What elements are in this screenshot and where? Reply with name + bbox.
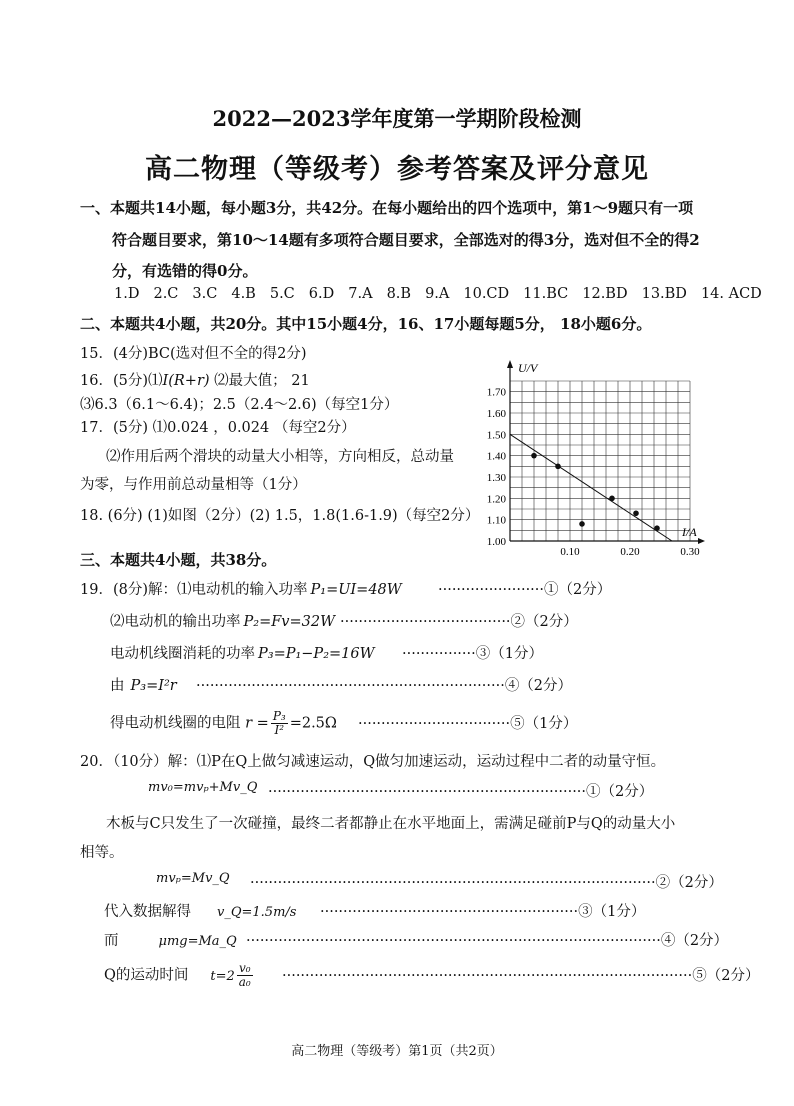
leader-dots: ························································································	[250, 875, 656, 891]
leader-dots: ·····································	[340, 614, 511, 630]
q19-l2-text: ⑵电动机的输出功率	[110, 614, 241, 630]
q19-l5-r: r =	[245, 715, 269, 732]
y-axis-label: U/V	[518, 361, 538, 375]
q19-l5-fraction	[271, 710, 288, 737]
q20-eq1-tail: ①（2分）	[586, 784, 654, 800]
answer-2: 2.C	[153, 286, 179, 302]
section1-heading-line3: 分，有选错的得0分。	[112, 262, 258, 280]
q20-line5	[104, 929, 237, 950]
q20-eq3-leader	[320, 900, 645, 921]
q19-l5-tail: ⑤（1分）	[510, 716, 578, 732]
q19-l4-text: 由	[110, 678, 125, 694]
q19-line5	[110, 710, 337, 737]
q17-line3: 为零，与作用前总动量相等（1分）	[80, 477, 307, 493]
q19-l2-tail: ②（2分）	[510, 614, 578, 630]
y-tick-label: 1.10	[486, 514, 506, 527]
data-point	[633, 510, 639, 516]
q20-eq4-leader	[246, 929, 728, 950]
y-tick-label: 1.30	[486, 472, 506, 484]
y-tick-label: 1.00	[486, 536, 506, 548]
answer-row	[114, 286, 762, 302]
section1-heading-line2: 符合题目要求，第10～14题有多项符合题目要求，全部选对的得3分，选对但不全的得2	[112, 231, 700, 249]
data-point	[579, 521, 585, 527]
page-footer: 高二物理（等级考）第1页（共2页）	[291, 1044, 503, 1059]
data-point	[531, 453, 537, 459]
leader-dots: ·································	[358, 716, 511, 732]
y-tick-label: 1.40	[486, 450, 506, 463]
q16-suffix: ⑵最大值； 21	[209, 373, 310, 389]
q19-l3-formula: P₃=P₁−P₂=16W	[258, 646, 375, 662]
q20-eq5-leader	[282, 964, 759, 985]
q16-prefix: 16．(5分)⑴	[80, 373, 163, 389]
q19-line3	[110, 642, 375, 663]
fraction-denominator: I²	[274, 723, 285, 737]
q16-answer	[80, 369, 310, 390]
answer-8: 8.B	[386, 286, 412, 302]
answer-14: 14. ACD	[700, 286, 762, 302]
q20-line2: 木板与C只发生了一次碰撞，最终二者都静止在水平地面上，需满足碰前P与Q的动量大小	[106, 816, 676, 832]
q20-l4-text: 代入数据解得	[104, 904, 191, 920]
q17-line2: ⑵作用后两个滑块的动量大小相等，方向相反，总动量	[106, 449, 454, 465]
leader-dots: ························································	[320, 904, 579, 920]
answer-6: 6.D	[308, 286, 335, 302]
answer-12: 12.BD	[582, 286, 628, 302]
q16-line2: ⑶6.3（6.1～6.4)；2.5（2.4～2.6)（每空1分）	[80, 397, 399, 413]
q19-l4-leader	[196, 674, 572, 695]
q20-eq1: mv₀=mvₚ+Mv_Q	[148, 780, 258, 795]
q20-line1: 20．（10分）解：⑴P在Q上做匀减速运动，Q做匀加速运动，运动过程中二者的动量守恒。	[80, 754, 666, 770]
q19-l4-formula: P₃=I²r	[130, 678, 177, 694]
fraction-numerator: P₃	[272, 709, 286, 723]
section2-heading: 二、本题共4小题，共20分。其中15小题4分，16、17小题每题5分， 18小题6分。	[80, 315, 652, 333]
q19-line2	[110, 610, 335, 631]
fraction-denominator: a₀	[238, 975, 251, 989]
answer-5: 5.C	[269, 286, 295, 302]
leader-dots: ··························································································	[246, 933, 661, 949]
q19-l3-tail: ③（1分）	[475, 646, 543, 662]
q20-eq3-tail: ③（1分）	[578, 904, 646, 920]
x-tick-label: 0.10	[560, 546, 580, 558]
q19-l1-leader	[438, 578, 611, 599]
q19-l5-value: =2.5Ω	[289, 715, 337, 732]
q19-l4-tail: ④（2分）	[504, 678, 573, 694]
q20-line6	[104, 962, 255, 989]
y-tick-label: 1.20	[486, 493, 506, 506]
q20-eq5-prefix: t=2	[210, 968, 235, 984]
data-point	[654, 525, 660, 531]
leader-dots: ·····································································	[268, 784, 587, 800]
answer-4: 4.B	[231, 286, 256, 302]
answer-7: 7.A	[348, 286, 373, 302]
u-i-graph	[470, 358, 710, 558]
x-axis-arrow	[698, 538, 705, 544]
graph-grid	[510, 381, 690, 541]
section3-heading: 三、本题共4小题，共38分。	[80, 551, 277, 569]
y-axis-arrow	[507, 360, 513, 368]
q19-l5-leader	[358, 712, 577, 733]
data-point	[609, 496, 615, 502]
x-tick-label: 0.20	[620, 546, 640, 558]
leader-dots: ················	[402, 646, 476, 662]
q20-l5-text: 而	[104, 933, 119, 949]
q20-l6-text: Q的运动时间	[104, 967, 189, 984]
fraction-numerator: v₀	[237, 962, 253, 976]
q19-l5-text: 得电动机线圈的电阻	[110, 715, 241, 732]
page-title: 2022—2023学年度第一学期阶段检测	[212, 106, 582, 131]
leader-dots: ·························································································	[282, 968, 693, 984]
answer-3: 3.C	[192, 286, 218, 302]
q19-l2-leader	[340, 610, 578, 631]
q20-eq4: μmg=Ma_Q	[158, 934, 237, 949]
q19-l2-formula: P₂=Fv=32W	[243, 614, 335, 630]
q19-line1	[80, 578, 402, 599]
q20-eq1-leader	[268, 780, 653, 801]
q20-eq5-fraction	[237, 962, 253, 989]
q20-line3: 相等。	[80, 845, 124, 861]
section1-heading-line1: 一、本题共14小题，每小题3分，共42分。在每小题给出的四个选项中，第1～9题只有一项	[80, 199, 694, 217]
q17-line1: 17．(5分) ⑴0.024 ，0.024 （每空2分）	[80, 420, 356, 436]
y-tick-label: 1.70	[486, 386, 506, 399]
q20-line4	[104, 900, 296, 921]
leader-dots: ·······················	[438, 582, 545, 598]
q20-eq4-tail: ④（2分）	[660, 933, 729, 949]
q20-eq3: v_Q=1.5m/s	[217, 905, 297, 920]
page-subtitle: 高二物理（等级考）参考答案及评分意见	[145, 154, 649, 185]
q18-answer: 18. (6分) (1)如图（2分）(2) 1.5，1.8(1.6-1.9)（每空2分）	[80, 508, 480, 524]
data-point	[555, 464, 561, 470]
answer-10: 10.CD	[463, 286, 510, 302]
q20-eq5-tail: ⑤（2分）	[692, 968, 760, 984]
q19-l3-leader	[402, 642, 543, 663]
q19-l1-formula: P₁=UI=48W	[310, 582, 402, 598]
q19-line4	[110, 674, 177, 695]
q15-answer: 15．(4分)BC(选对但不全的得2分)	[80, 346, 307, 362]
leader-dots: ···································································	[196, 678, 505, 694]
answer-1: 1.D	[114, 286, 140, 302]
q19-l1-text: 19．(8分)解：⑴电动机的输入功率	[80, 582, 308, 598]
x-tick-label: 0.30	[680, 546, 700, 558]
answer-11: 11.BC	[523, 286, 569, 302]
q20-eq2: mvₚ=Mv_Q	[156, 871, 230, 886]
answer-9: 9.A	[425, 286, 450, 302]
q20-eq2-tail: ②（2分）	[655, 875, 723, 891]
y-tick-label: 1.60	[486, 408, 506, 420]
q19-l3-text: 电动机线圈消耗的功率	[110, 646, 255, 662]
x-axis-label: I/A	[682, 525, 697, 539]
q16-formula: I(R+r)	[162, 373, 210, 389]
q19-l1-tail: ①（2分）	[544, 582, 612, 598]
answer-13: 13.BD	[641, 286, 687, 302]
q20-eq2-leader	[250, 871, 723, 892]
y-tick-label: 1.50	[486, 429, 506, 442]
